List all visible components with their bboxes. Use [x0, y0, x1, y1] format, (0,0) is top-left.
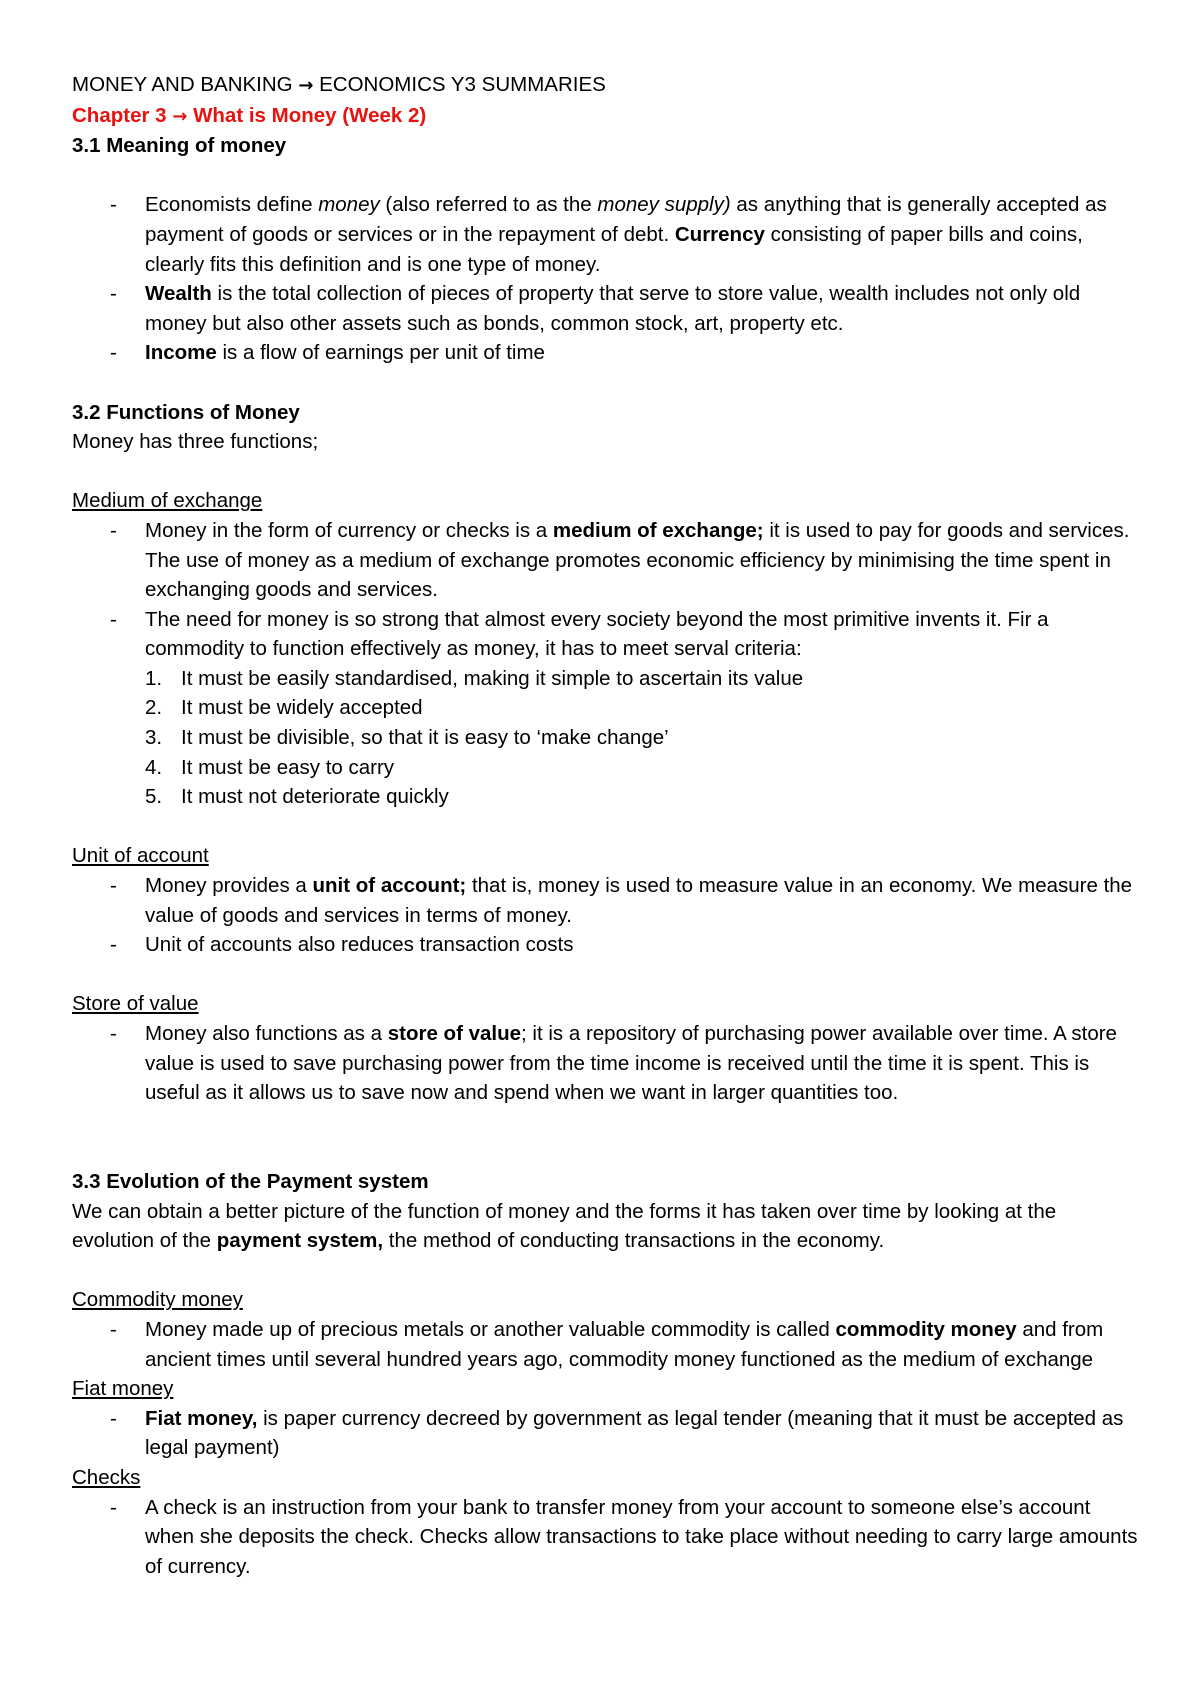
section-title-3-1: 3.1 Meaning of money — [72, 134, 287, 158]
chapter-number: Chapter 3 — [72, 103, 167, 127]
fiat-list — [72, 1404, 1140, 1463]
header-subject: MONEY AND BANKING — [72, 73, 293, 96]
section-intro: We can obtain a better picture of the function of money and the forms it has taken over time by looking at the evolution of the payment system, the method of conducting transactions in the economy. — [72, 1199, 1057, 1253]
subheading-checks: Checks — [72, 1465, 141, 1489]
list-item: - The need for money is so strong that almost every society beyond the most primitive invents it. Fir a commodity to function effectively as money, it has to meet serval criteria: 1. It must be easily standardised, making it simple to ascertain its value 2. It must be widely accepted 3. It must be divisible, so that it is easy to ‘make change’ 4. It must be easy to carry 5. It must not deteriorate quickly — [72, 605, 1140, 812]
header-course: ECONOMICS Y3 SUMMARIES — [319, 73, 606, 96]
list-item: - A check is an instruction from your bank to transfer money from your account to someone else’s account when she deposits the check. Checks allow transactions to take place without needing to carry large amounts of currency. — [72, 1493, 1140, 1582]
arrow-right-icon: → — [298, 75, 314, 96]
store-list — [72, 1019, 1140, 1108]
chapter-title — [72, 101, 1140, 132]
checks-list — [72, 1493, 1140, 1582]
list-item: - Wealth is the total collection of pieces of property that serve to store value, wealth includes not only old money but also other assets such as bonds, common stock, art, property etc. — [72, 279, 1140, 338]
list-item: - Money in the form of currency or checks is a medium of exchange; it is used to pay for goods and services. The use of money as a medium of exchange promotes economic efficiency by minimising the time spent in exchanging goods and services. — [72, 516, 1140, 605]
list-item: - Fiat money, is paper currency decreed by government as legal tender (meaning that it must be accepted as legal payment) — [72, 1404, 1140, 1463]
list-item: - Income is a flow of earnings per unit of time — [72, 338, 1140, 368]
criteria-item: 3. It must be divisible, so that it is easy to ‘make change’ — [145, 726, 669, 750]
document-header — [72, 70, 1140, 101]
section-intro: Money has three functions; — [72, 430, 319, 454]
section-title-3-3: 3.3 Evolution of the Payment system — [72, 1169, 429, 1193]
list-item: - Unit of accounts also reduces transaction costs — [72, 930, 1140, 960]
section-title-3-2: 3.2 Functions of Money — [72, 400, 300, 424]
unit-list — [72, 871, 1140, 960]
subheading-fiat-money: Fiat money — [72, 1377, 174, 1401]
list-item: - Economists define money (also referred to as the money supply) as anything that is generally accepted as payment of goods or services or in the repayment of debt. Currency consisting of paper bills and coins, clearly fits this definition and is one type of money. — [72, 190, 1140, 279]
criteria-item: 4. It must be easy to carry — [145, 755, 395, 779]
medium-list — [72, 516, 1140, 812]
chapter-name: What is Money (Week 2) — [193, 103, 427, 127]
criteria-item: 1. It must be easily standardised, making it simple to ascertain its value — [145, 666, 804, 690]
subheading-commodity-money: Commodity money — [72, 1288, 243, 1312]
list-item: - Money made up of precious metals or another valuable commodity is called commodity money and from ancient times until several hundred years ago, commodity money functioned as the medium of exchange — [72, 1315, 1140, 1374]
criteria-item: 2. It must be widely accepted — [145, 696, 423, 720]
criteria-list — [72, 664, 1140, 812]
list-item: - Money also functions as a store of value; it is a repository of purchasing power available over time. A store value is used to save purchasing power from the time income is received until the time it is spent. This is useful as it allows us to save now and spend when we want in larger quantities too. — [72, 1019, 1140, 1108]
list-item: - Money provides a unit of account; that is, money is used to measure value in an economy. We measure the value of goods and services in terms of money. — [72, 871, 1140, 930]
subheading-store-of-value: Store of value — [72, 992, 199, 1016]
criteria-item: 5. It must not deteriorate quickly — [145, 785, 449, 809]
commodity-list — [72, 1315, 1140, 1374]
arrow-right-icon: → — [172, 105, 188, 127]
subheading-unit-of-account: Unit of account — [72, 844, 209, 868]
subheading-medium-of-exchange: Medium of exchange — [72, 489, 263, 513]
meaning-list — [72, 190, 1140, 368]
